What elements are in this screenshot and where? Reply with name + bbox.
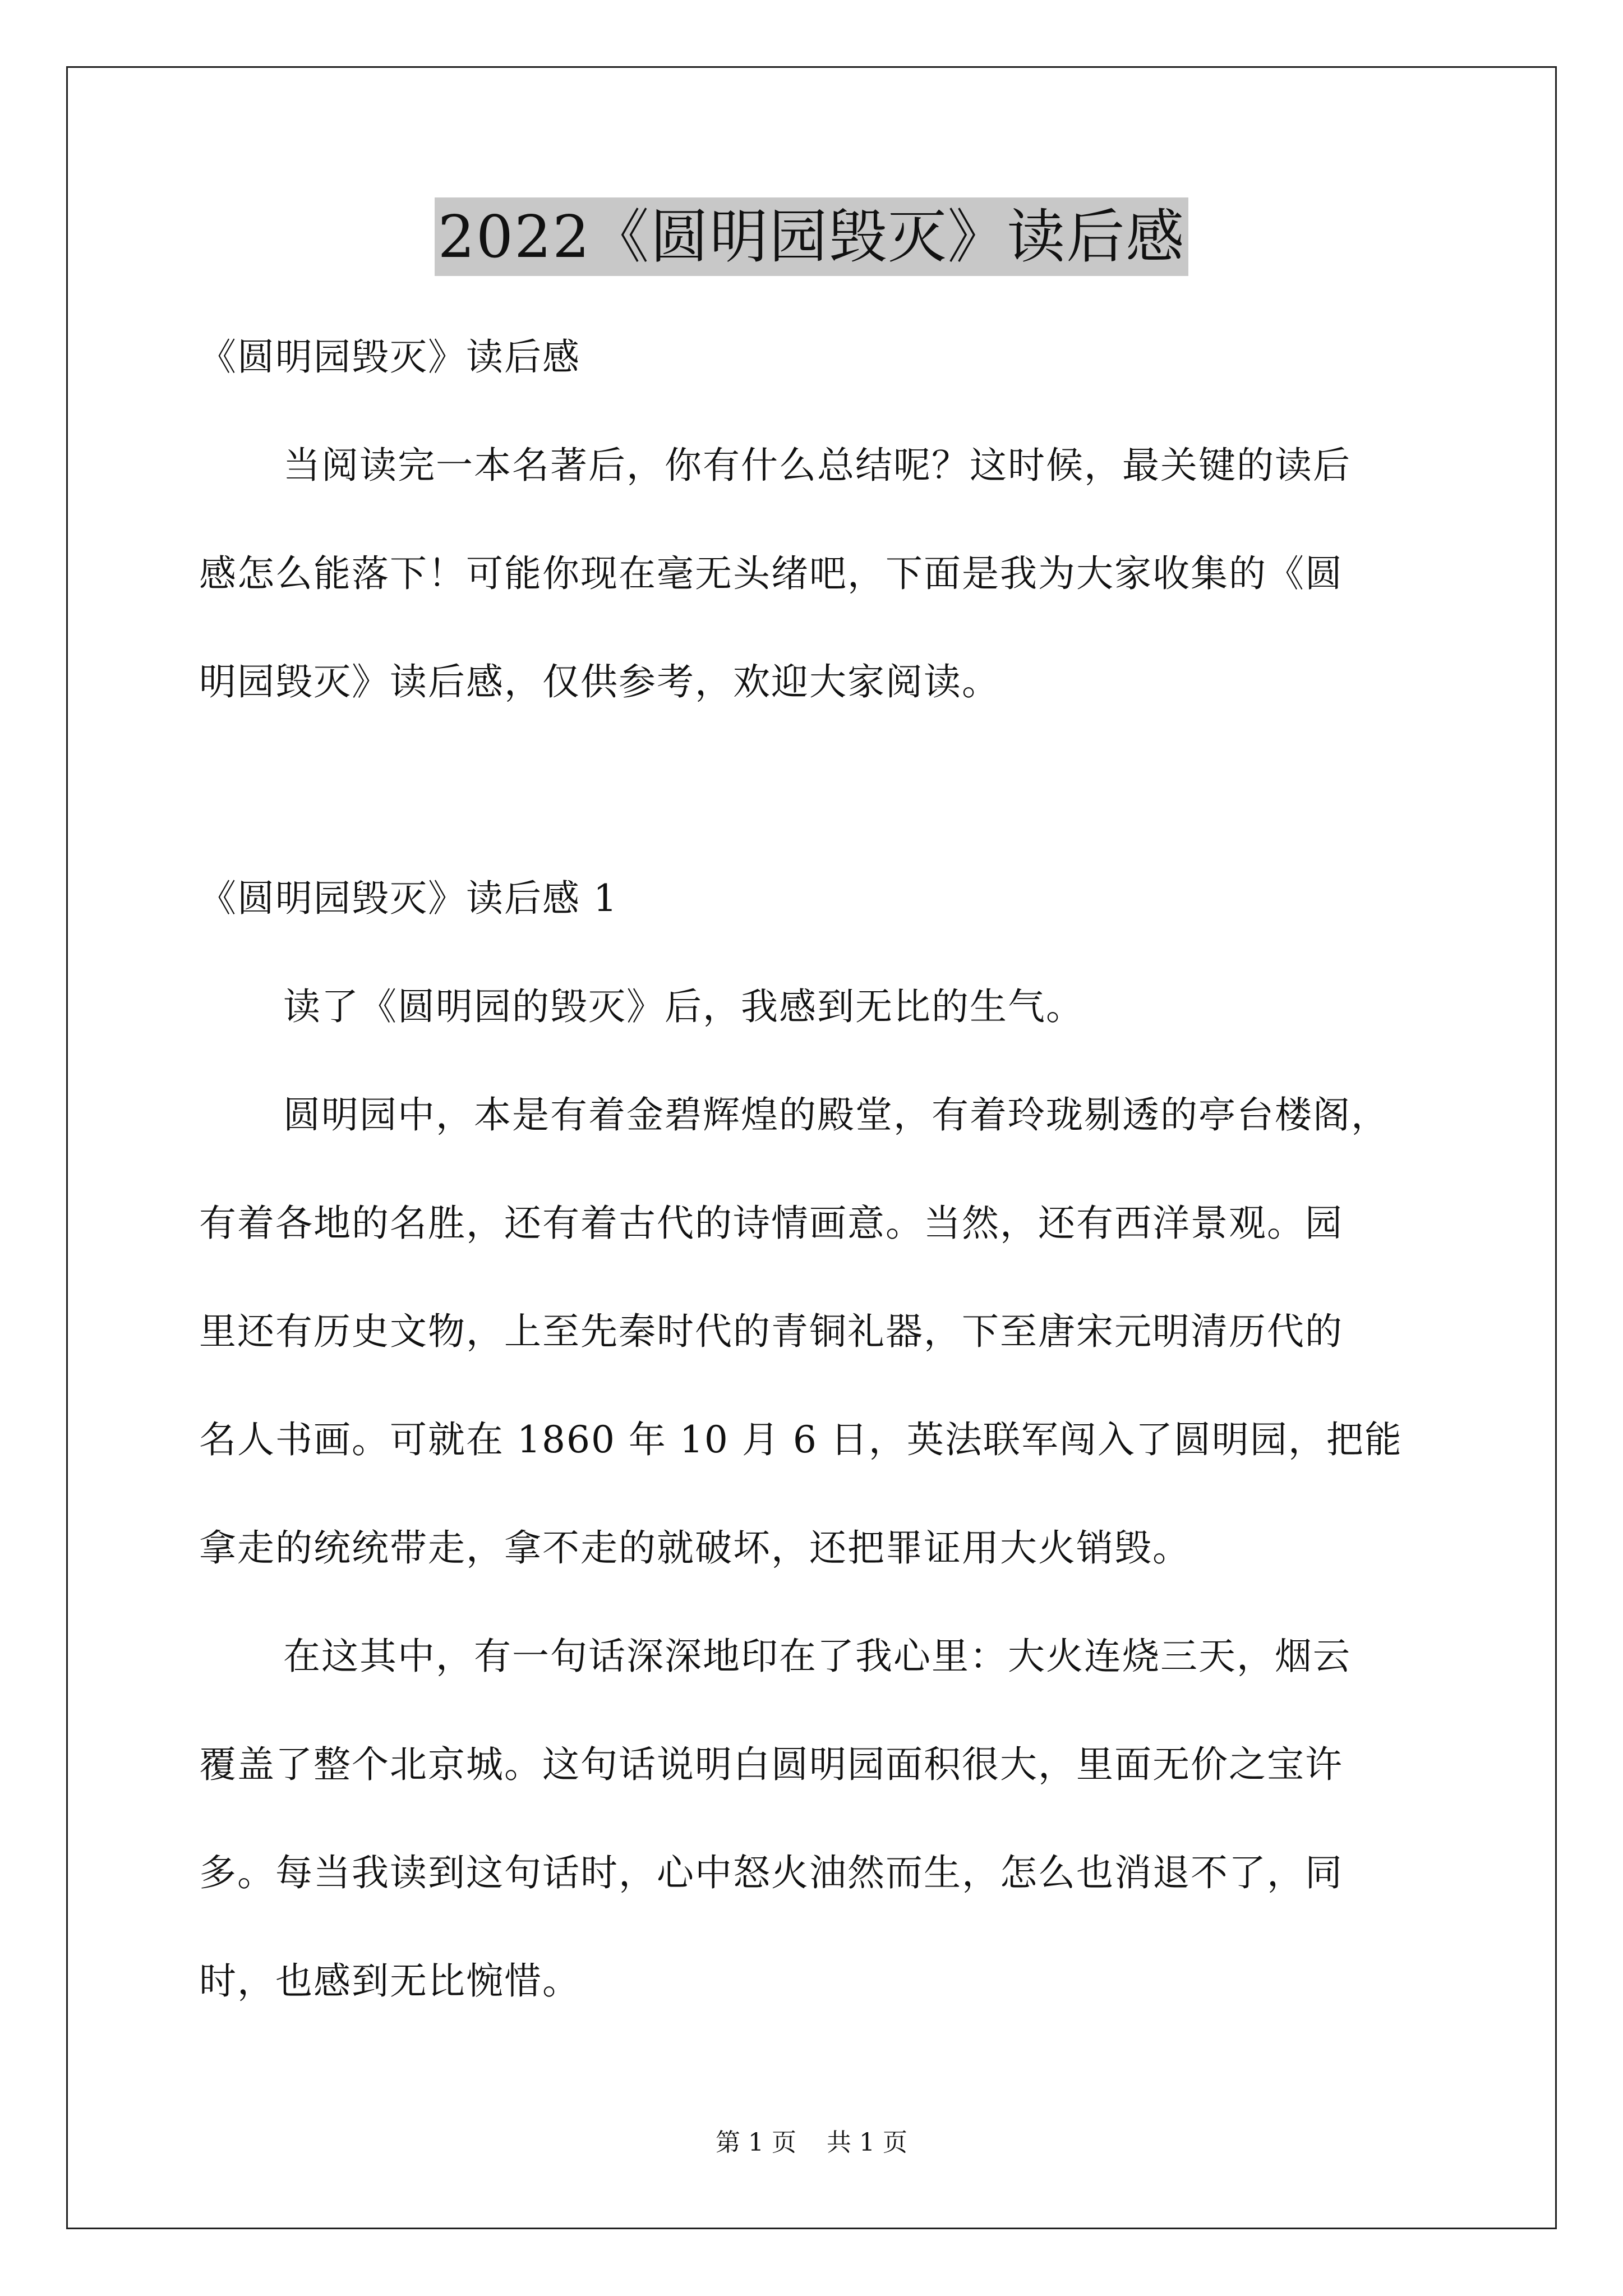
intro-paragraph-line: 明园毁灭》读后感，仅供参考，欢迎大家阅读。 (199, 660, 1000, 703)
document-title: 2022《圆明园毁灭》读后感 (435, 197, 1189, 276)
section-heading: 《圆明园毁灭》读后感 1 (199, 877, 618, 920)
paragraph-line: 里还有历史文物，上至先秦时代的青铜礼器，下至唐宋元明清历代的 (199, 1310, 1343, 1353)
subtitle-line: 《圆明园毁灭》读后感 (199, 335, 580, 379)
page-total: 共 1 页 (827, 2128, 907, 2157)
paragraph-line: 有着各地的名胜，还有着古代的诗情画意。当然，还有西洋景观。园 (199, 1202, 1343, 1245)
paragraph-line: 时，也感到无比惋惜。 (199, 1959, 580, 2003)
paragraph-line: 读了《圆明园的毁灭》后，我感到无比的生气。 (283, 985, 1084, 1028)
document-body (199, 303, 1455, 2035)
paragraph-line: 覆盖了整个北京城。这句话说明白圆明园面积很大，里面无价之宝许 (199, 1743, 1343, 1786)
page-footer (0, 2126, 1623, 2160)
intro-paragraph-line: 当阅读完一本名著后，你有什么总结呢？这时候，最关键的读后 (283, 444, 1351, 487)
page-number: 第 1 页 (716, 2128, 796, 2157)
paragraph-line: 拿走的统统带走，拿不走的就破坏，还把罪证用大火销毁。 (199, 1526, 1191, 1570)
paragraph-line: 在这其中，有一句话深深地印在了我心里：大火连烧三天，烟云 (283, 1635, 1351, 1678)
intro-paragraph-line: 感怎么能落下！可能你现在毫无头绪吧，下面是我为大家收集的《圆 (199, 552, 1343, 595)
title-container (0, 197, 1623, 276)
paragraph-line: 多。每当我读到这句话时，心中怒火油然而生，怎么也消退不了，同 (199, 1851, 1343, 1894)
paragraph-line: 圆明园中，本是有着金碧辉煌的殿堂，有着玲珑剔透的亭台楼阁， (283, 1093, 1389, 1137)
paragraph-line: 名人书画。可就在 1860 年 10 月 6 日，英法联军闯入了圆明园，把能 (199, 1418, 1403, 1461)
paragraph-gap (199, 736, 1455, 844)
